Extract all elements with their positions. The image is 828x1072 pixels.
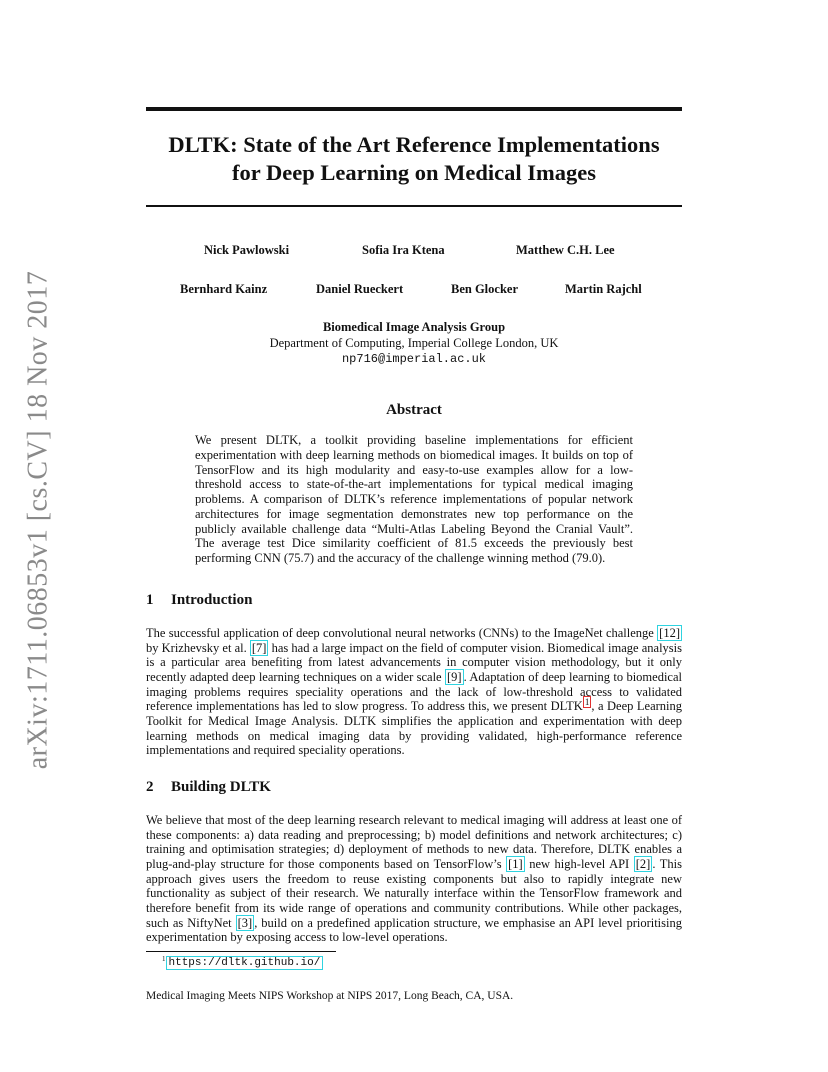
text-run: The successful application of deep convolutional neural networks (CNNs) to the ImageNet challenge — [146, 626, 658, 640]
text-run: . This approach gives users the freedom to reuse existing components but also to rapidly integrate new functionality as subject of their research. We naturally interface within the TensorFlow framework and therefore benefit from its wide range of operations and community contributions. While other packages, such as NiftyNet — [146, 856, 682, 930]
citation-link[interactable]: [2] — [635, 856, 651, 871]
citation-link[interactable]: [12] — [659, 626, 680, 640]
text-run: new high-level API — [524, 856, 634, 871]
text-run: has had a large impact on the field of computer vision. Biomedical image analysis is a particular area benefiting from latest advancements in computer vision methodology, but it only recently adapted deep learning techniques on a wider scale — [146, 640, 682, 684]
section-title: Introduction — [171, 592, 253, 608]
footnote-rule — [146, 951, 336, 952]
author-name: Sofia Ira Ktena — [362, 243, 445, 257]
text-run: , a Deep Learning Toolkit for Medical Image Analysis. DLTK simplifies the application and experimentation with deep learning methods on medical imaging data by providing validated, high-performance reference implementations and required speciality operations. — [146, 699, 683, 758]
footnote — [162, 955, 323, 969]
section-2-paragraph — [146, 813, 682, 945]
author-name: Daniel Rueckert — [316, 282, 404, 296]
citation-link[interactable]: [3] — [237, 915, 253, 930]
text-run: by Krizhevsky et al. — [146, 640, 250, 655]
author-name: Nick Pawlowski — [204, 243, 290, 257]
section-number: 1 — [146, 592, 154, 608]
text-run: We believe that most of the deep learning research relevant to medical imaging will address at least one of these components: a) data reading and preprocessing; b) model definitions and network architectures; c) training and optimisation strategies; d) deployment of methods to new data. Therefore, DLTK enables a plug-and-play structure for those components based on TensorFlow’s — [146, 813, 682, 871]
author-name: Matthew C.H. Lee — [516, 243, 615, 257]
text-run: . Adaptation of deep learning to biomedical imaging problems requires speciality operations and the lack of low-threshold access to validated reference implementations has led to slow progress. To address this, we present DLTK — [146, 669, 682, 714]
citation-link[interactable]: [9] — [446, 669, 462, 684]
author-email[interactable]: np716@imperial.ac.uk — [341, 352, 487, 366]
title-line-1: DLTK: State of the Art Reference Implementations — [168, 132, 660, 157]
paper-title — [146, 131, 682, 187]
author-name: Martin Rajchl — [565, 282, 642, 296]
citation-link[interactable]: [7] — [251, 640, 267, 655]
venue-note: Medical Imaging Meets NIPS Workshop at NIPS 2017, Long Beach, CA, USA. — [146, 990, 514, 1002]
affiliation — [146, 319, 682, 367]
text-run: , build on a predefined application structure, we emphasise an API level prioritising experimentation by exposing access to low-level operations. — [146, 915, 682, 945]
footnote-number: 1 — [162, 955, 166, 963]
title-line-2: for Deep Learning on Medical Images — [232, 160, 596, 185]
title-rule-bottom — [146, 205, 682, 207]
footnote-url-link[interactable]: https://dltk.github.io/ — [166, 956, 324, 970]
affiliation-group: Biomedical Image Analysis Group — [322, 320, 506, 334]
section-1-paragraph — [146, 626, 682, 758]
section-number: 2 — [146, 779, 154, 795]
section-2-heading — [146, 779, 271, 796]
abstract-text: We present DLTK, a toolkit providing baseline implementations for efficient experimentation with deep learning methods on biomedical images. It builds on top of TensorFlow and its high modularity and easy-to-use examples allow for a low-threshold access to state-of-the-art implementations for typical medical imaging problems. A comparison of DLTK’s reference implementations of popular network architectures for image segmentation demonstrates new top performance on the publicly available challenge data “Multi-Atlas Labeling Beyond the Cranial Vault”. The average test Dice similarity coefficient of 81.5 exceeds the previously best performing CNN (75.7) and the accuracy of the challenge winning method (79.0). — [195, 433, 633, 565]
section-1-heading — [146, 592, 252, 609]
abstract-heading: Abstract — [386, 402, 442, 418]
arxiv-stamp — [18, 270, 58, 770]
section-title: Building DLTK — [171, 779, 271, 795]
author-name: Ben Glocker — [451, 282, 519, 296]
citation-link[interactable]: [1] — [508, 856, 523, 871]
author-name: Bernhard Kainz — [180, 282, 268, 296]
footnote-marker[interactable]: 1 — [584, 697, 590, 708]
arxiv-id: arXiv:1711.06853v1 [cs.CV] 18 Nov 2017 — [22, 270, 53, 770]
affiliation-department: Department of Computing, Imperial College London, UK — [269, 336, 559, 350]
title-rule-top — [146, 107, 682, 111]
